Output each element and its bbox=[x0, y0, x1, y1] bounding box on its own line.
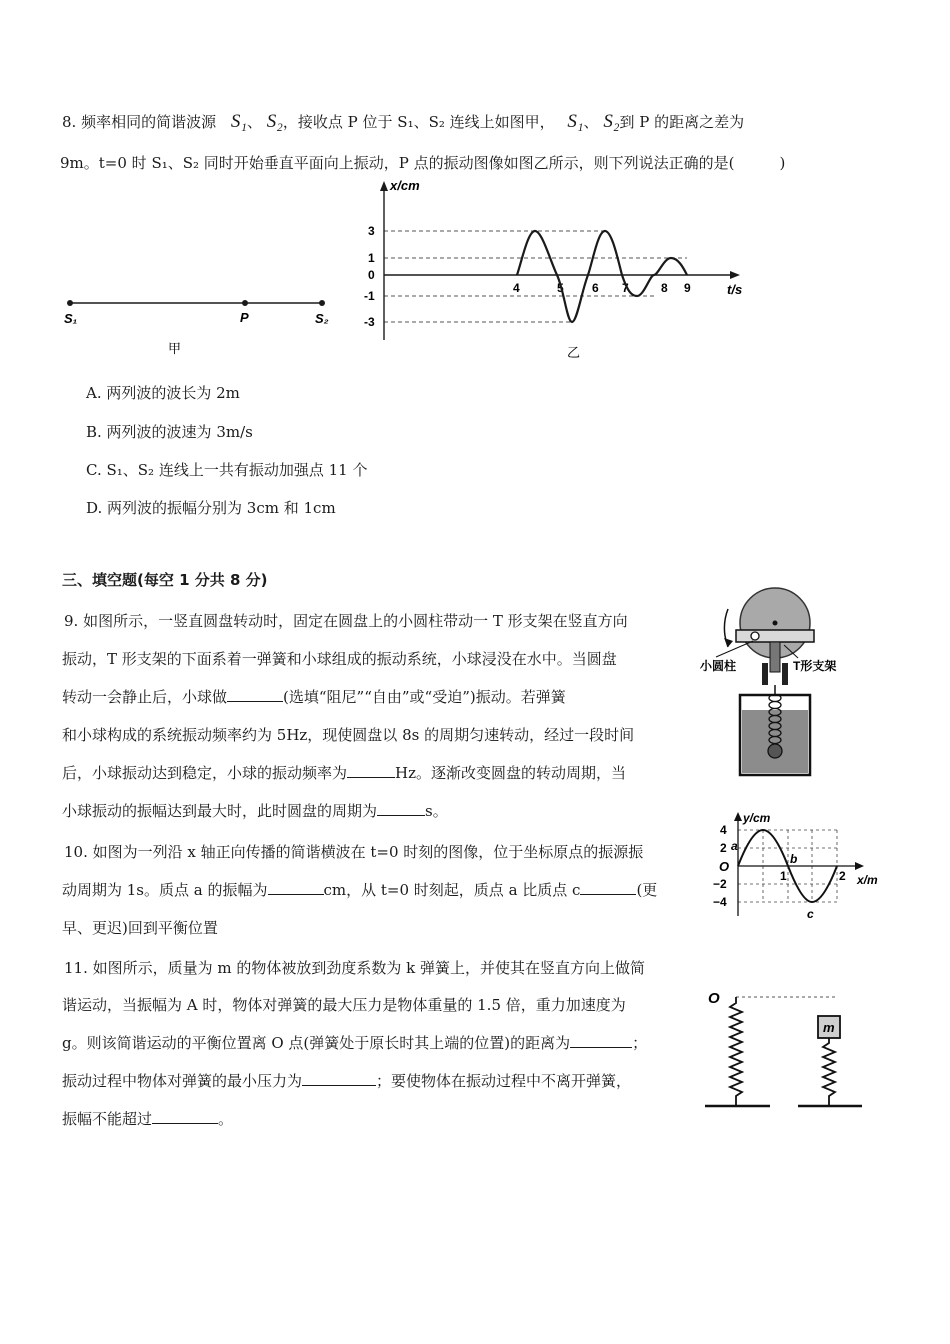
blank-11-2 bbox=[302, 1085, 376, 1086]
tick-t8: 8 bbox=[661, 281, 668, 295]
q9-line-1: 9. 如图所示，一竖直圆盘转动时，固定在圆盘上的小圆柱带动一 T 形支架在竖直方向 bbox=[64, 612, 628, 630]
tick-y4: 4 bbox=[720, 823, 727, 837]
tick-t6: 6 bbox=[592, 281, 599, 295]
q9-line-6: 小球振动的振幅达到最大时，此时圆盘的周期为 s。 bbox=[62, 802, 448, 820]
section-title: 三、填空题(每空 1 分共 8 分) bbox=[62, 571, 268, 589]
q11-line-1: 11. 如图所示，质量为 m 的物体被放到劲度系数为 k 弹簧上，并使其在竖直方向上做简 bbox=[64, 959, 646, 977]
option-c: C. S₁、S₂ 连线上一共有振动加强点 11 个 bbox=[86, 461, 368, 479]
q11-line-5: 振幅不能超过 。 bbox=[62, 1110, 234, 1128]
tick-t7: 7 bbox=[622, 281, 629, 295]
tick-ym4: −4 bbox=[713, 895, 727, 909]
tick-neg3: -3 bbox=[364, 315, 375, 329]
blank-9-3 bbox=[377, 815, 425, 816]
q8-line-2: 9m。t=0 时 S₁、S₂ 同时开始垂直平面向上振动，P 点的振动图像如图乙所示，则下列说法正确的是( ) bbox=[60, 154, 786, 172]
label-s2: S₂ bbox=[315, 311, 329, 326]
blank-10-1 bbox=[268, 894, 324, 895]
small-cylinder bbox=[751, 632, 759, 640]
spring-right bbox=[823, 1038, 835, 1105]
tick-x2: 2 bbox=[839, 869, 846, 883]
caption-yi: 乙 bbox=[567, 345, 581, 360]
blank-11-3 bbox=[152, 1123, 218, 1124]
figure-q11 bbox=[700, 985, 870, 1113]
s1-point bbox=[67, 300, 73, 306]
t-axis-arrow bbox=[730, 271, 740, 279]
s2-point bbox=[319, 300, 325, 306]
q10-line-2: 动周期为 1s。质点 a 的振幅为 cm，从 t=0 时刻起，质点 a 比质点 c (更 bbox=[62, 881, 658, 899]
y-axis-label: x/cm bbox=[390, 178, 420, 193]
figure-q10 bbox=[710, 808, 890, 926]
point-c-label: c bbox=[807, 907, 814, 921]
label-o: O bbox=[708, 990, 720, 1007]
tick-t4: 4 bbox=[513, 281, 520, 295]
label-p: P bbox=[240, 310, 249, 325]
guide-lines bbox=[384, 231, 687, 322]
tick-t9: 9 bbox=[684, 281, 691, 295]
ball bbox=[768, 744, 782, 758]
y-axis-arrow bbox=[734, 812, 742, 821]
water bbox=[742, 710, 808, 773]
q10-line-1: 10. 如图为一列沿 x 轴正向传播的简谐横波在 t=0 时刻的图像，位于坐标原点的振源振 bbox=[64, 843, 644, 861]
tick-x1: 1 bbox=[780, 869, 787, 883]
x-axis-label: t/s bbox=[727, 282, 743, 297]
x-axis-label: x/m bbox=[857, 873, 878, 887]
point-a-label: a bbox=[731, 839, 738, 853]
disc-center bbox=[773, 621, 778, 626]
s1-symbol-2: S₁ bbox=[567, 111, 584, 132]
q10-line-3: 早、更迟)回到平衡位置 bbox=[62, 919, 218, 937]
blank-11-1 bbox=[570, 1047, 632, 1048]
s2-symbol-2: S₂ bbox=[603, 111, 620, 132]
q9-line-5: 后，小球振动达到稳定，小球的振动频率为 Hz。逐渐改变圆盘的转动周期，当 bbox=[62, 764, 627, 782]
t-frame-stem bbox=[770, 642, 780, 672]
tick-ym2: −2 bbox=[713, 877, 727, 891]
option-b: B. 两列波的波速为 3m/s bbox=[86, 423, 253, 441]
figure-q9 bbox=[698, 585, 863, 785]
origin-label: O bbox=[719, 859, 730, 874]
blank-9-1 bbox=[227, 701, 283, 702]
q9-line-4: 和小球构成的系统振动频率约为 5Hz，现使圆盘以 8s 的周期匀速转动，经过一段时间 bbox=[62, 726, 635, 744]
tick-neg1: -1 bbox=[364, 289, 375, 303]
x-axis-arrow bbox=[855, 862, 864, 870]
tick-0: 0 bbox=[368, 268, 375, 282]
t-frame-top bbox=[736, 630, 814, 642]
label-s1: S₁ bbox=[64, 311, 78, 326]
p-point bbox=[242, 300, 248, 306]
y-axis-label: y/cm bbox=[743, 811, 771, 825]
q9-line-3: 转动一会静止后，小球做 (选填“阻尼”“自由”或“受迫”)振动。若弹簧 bbox=[62, 688, 566, 706]
x-axis-arrow bbox=[380, 181, 388, 191]
label-small-cylinder: 小圆柱 bbox=[700, 659, 737, 673]
figure-jia bbox=[55, 285, 355, 365]
point-b-label: b bbox=[790, 852, 798, 866]
tick-t5: 5 bbox=[557, 281, 564, 295]
vibration-curve bbox=[517, 231, 687, 322]
blank-10-2 bbox=[580, 894, 636, 895]
leader-cylinder bbox=[716, 641, 753, 657]
tick-3: 3 bbox=[368, 224, 375, 238]
caption-jia: 甲 bbox=[168, 341, 182, 356]
guide-right bbox=[782, 663, 788, 685]
tick-y2: 2 bbox=[720, 841, 727, 855]
label-t-frame: T形支架 bbox=[793, 659, 837, 673]
q11-line-2: 谐运动，当振幅为 A 时，物体对弹簧的最大压力是物体重量的 1.5 倍，重力加速度为 bbox=[62, 996, 626, 1014]
q8-line-1: 8. 频率相同的简谐波源 S₁、 S₂，接收点 P 位于 S₁、S₂ 连线上如图甲， S₁、 S₂到 P 的距离之差为 bbox=[62, 111, 745, 132]
tick-1: 1 bbox=[368, 251, 375, 265]
blank-9-2 bbox=[347, 777, 395, 778]
spring-left bbox=[730, 997, 742, 1105]
rotation-arrow-head bbox=[724, 638, 733, 647]
q11-line-3: g。则该简谐运动的平衡位置离 O 点(弹簧处于原长时其上端的位置)的距离为 ； bbox=[62, 1034, 648, 1052]
guide-left bbox=[762, 663, 768, 685]
q11-line-4: 振动过程中物体对弹簧的最小压力为 ；要使物体在振动过程中不离开弹簧， bbox=[62, 1072, 632, 1090]
q9-line-2: 振动，T 形支架的下面系着一弹簧和小球组成的振动系统，小球浸没在水中。当圆盘 bbox=[62, 650, 617, 668]
s2-symbol: S₂ bbox=[266, 111, 283, 132]
s1-symbol: S₁ bbox=[230, 111, 247, 132]
label-m: m bbox=[823, 1020, 835, 1035]
option-a: A. 两列波的波长为 2m bbox=[86, 384, 240, 402]
figure-yi bbox=[360, 175, 760, 360]
option-d: D. 两列波的振幅分别为 3cm 和 1cm bbox=[86, 499, 336, 517]
